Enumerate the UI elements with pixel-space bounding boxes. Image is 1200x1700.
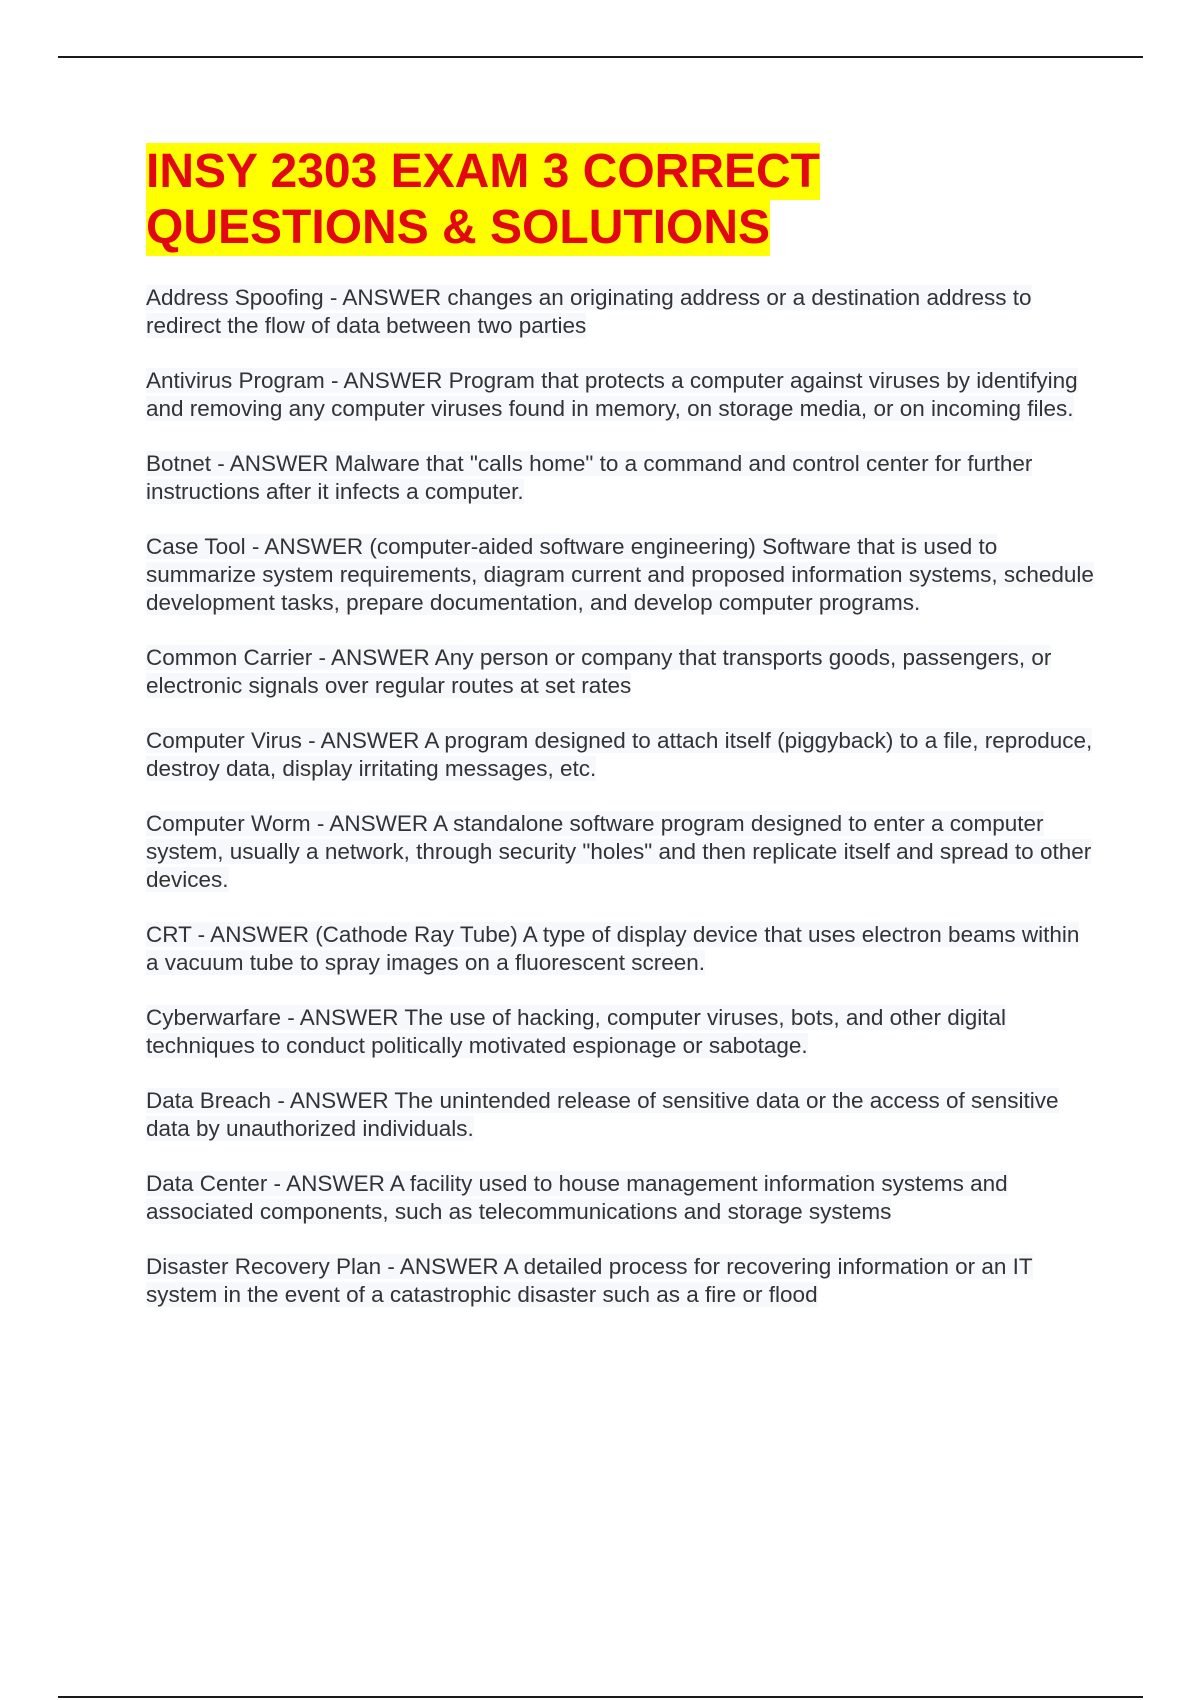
qa-entry bbox=[146, 1087, 1096, 1143]
qa-entry-text: Botnet - ANSWER Malware that "calls home" to a command and control center for further instructions after it infects a computer. bbox=[146, 451, 1033, 504]
qa-entry-text: Data Center - ANSWER A facility used to house management information systems and associated components, such as telecommunications and storage systems bbox=[146, 1171, 1008, 1224]
qa-entry-text: Disaster Recovery Plan - ANSWER A detailed process for recovering information or an IT system in the event of a catastrophic disaster such as a fire or flood bbox=[146, 1254, 1033, 1307]
qa-list bbox=[146, 284, 1096, 1309]
qa-entry-text: Computer Worm - ANSWER A standalone software program designed to enter a computer system, usually a network, through security "holes" and then replicate itself and spread to other devices. bbox=[146, 811, 1092, 892]
qa-entry-text: Address Spoofing - ANSWER changes an originating address or a destination address to redirect the flow of data between two parties bbox=[146, 285, 1032, 338]
qa-entry bbox=[146, 921, 1096, 977]
document-body bbox=[146, 144, 1096, 1336]
qa-entry bbox=[146, 644, 1096, 700]
qa-entry bbox=[146, 450, 1096, 506]
qa-entry-text: Computer Virus - ANSWER A program designed to attach itself (piggyback) to a file, reproduce, destroy data, display irritating messages, etc. bbox=[146, 728, 1093, 781]
qa-entry bbox=[146, 810, 1096, 894]
qa-entry bbox=[146, 1253, 1096, 1309]
qa-entry-text: Cyberwarfare - ANSWER The use of hacking, computer viruses, bots, and other digital techniques to conduct politically motivated espionage or sabotage. bbox=[146, 1005, 1006, 1058]
qa-entry bbox=[146, 1170, 1096, 1226]
document-title bbox=[146, 144, 1096, 256]
qa-entry bbox=[146, 367, 1096, 423]
qa-entry-text: Antivirus Program - ANSWER Program that protects a computer against viruses by identifying and removing any computer viruses found in memory, on storage media, or on incoming files. bbox=[146, 368, 1078, 421]
title-line-2: QUESTIONS & SOLUTIONS bbox=[146, 201, 771, 254]
qa-entry-text: Case Tool - ANSWER (computer-aided software engineering) Software that is used to summarize system requirements, diagram current and proposed information systems, schedule development tasks, prepare documentation, and develop computer programs. bbox=[146, 534, 1094, 615]
qa-entry bbox=[146, 1004, 1096, 1060]
qa-entry-text: Common Carrier - ANSWER Any person or company that transports goods, passengers, or electronic signals over regular routes at set rates bbox=[146, 645, 1052, 698]
qa-entry bbox=[146, 533, 1096, 617]
title-line-1: INSY 2303 EXAM 3 CORRECT bbox=[146, 145, 820, 198]
qa-entry-text: Data Breach - ANSWER The unintended release of sensitive data or the access of sensitive data by unauthorized individuals. bbox=[146, 1088, 1059, 1141]
bottom-rule bbox=[58, 1696, 1143, 1698]
qa-entry bbox=[146, 284, 1096, 340]
top-rule bbox=[58, 56, 1143, 58]
qa-entry-text: CRT - ANSWER (Cathode Ray Tube) A type of display device that uses electron beams within a vacuum tube to spray images on a fluorescent screen. bbox=[146, 922, 1080, 975]
qa-entry bbox=[146, 727, 1096, 783]
